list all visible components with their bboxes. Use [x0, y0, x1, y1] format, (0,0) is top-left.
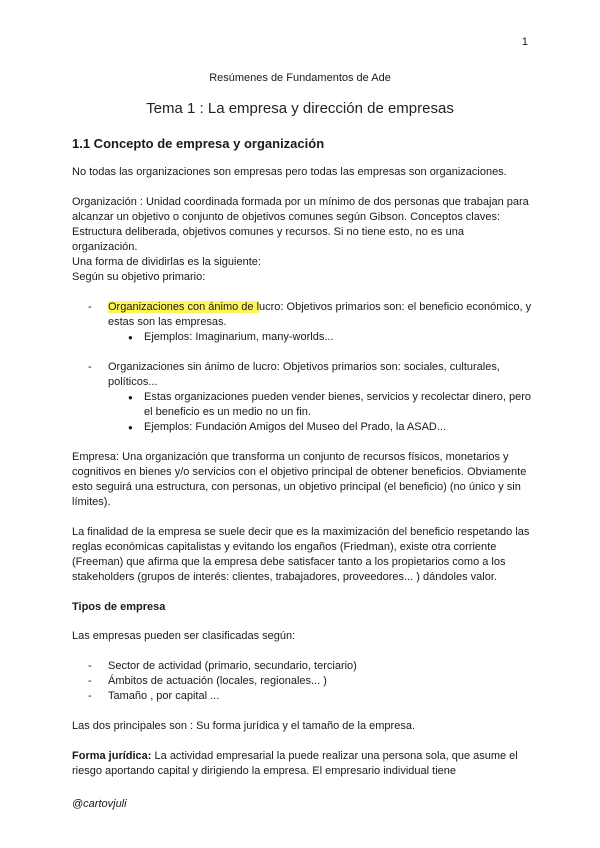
list-item: - Sector de actividad (primario, secundario, terciario): [72, 659, 532, 674]
forma-juridica-text: La actividad empresarial la puede realizar una persona sola, que asume el riesgo aportando capital y dirigiendo la empresa. El empresario individual tiene: [72, 750, 518, 777]
document-body: [72, 136, 532, 794]
list-item-text: ucro: Objetivos primarios son: el beneficio económico, y estas son las empresas.: [108, 301, 532, 328]
organizacion-definition: Organización : Unidad coordinada formada por un mínimo de dos personas que trabajan para alcanzar un objetivo o conjunto de objetivos comunes según Gibson. Conceptos claves: Estructura deliberada, objetivos comunes y recursos. Si no tiene esto, no es una organización.: [72, 196, 529, 253]
forma-juridica-label: Forma jurídica:: [72, 750, 152, 762]
forma-juridica-paragraph: [72, 749, 532, 779]
intro-paragraph: No todas las organizaciones son empresas pero todas las empresas son organizaciones.: [72, 166, 507, 178]
tipos-intro: Las empresas pueden ser clasificadas según:: [72, 630, 296, 642]
tema-title: Tema 1 : La empresa y dirección de empresas: [146, 100, 454, 117]
list-item: - Tamaño , por capital ...: [72, 689, 532, 704]
list-item: - Ámbitos de actuación (locales, regionales... ): [72, 674, 532, 689]
tipos-list: [72, 659, 532, 704]
list-item-text: Organizaciones sin ánimo de lucro: Objetivos primarios son: sociales, culturales, políticos...: [108, 361, 500, 388]
tipos-heading: Tipos de empresa: [72, 601, 166, 613]
objetivo-list: [72, 300, 532, 435]
principales-paragraph: Las dos principales son : Su forma jurídica y el tamaño de la empresa.: [72, 720, 416, 732]
document-title: Resúmenes de Fundamentos de Ade: [209, 72, 391, 84]
finalidad-paragraph: La finalidad de la empresa se suele decir que es la maximización del beneficio respetando las reglas económicas capitalistas y evitando los engaños (Friedman), existe otra corriente (Freeman) que afirma que la empresa debe satisfacer tanto a los propietarios como a los stakeholders (grupos de interés: clientes, trabajadores, proveedores... ) dándoles valor.: [72, 526, 530, 583]
sub-list: [108, 390, 532, 435]
sub-list-item: ● Ejemplos: Imaginarium, many-worlds...: [108, 330, 532, 345]
segun-line: Según su objetivo primario:: [72, 271, 206, 283]
list-item-con-animo: [72, 300, 532, 345]
sub-list-item: ● Estas organizaciones pueden vender bienes, servicios y recolectar dinero, pero el beneficio es un medio no un fin.: [108, 390, 532, 420]
footer-author: @cartovjuli: [72, 798, 127, 810]
highlighted-text: Organizaciones con ánimo de l: [108, 301, 260, 313]
sub-list-item: ● Ejemplos: Fundación Amigos del Museo del Prado, la ASAD...: [108, 420, 532, 435]
page-number: 1: [521, 36, 528, 48]
sub-list: [108, 330, 532, 345]
empresa-definition: Empresa: Una organización que transforma un conjunto de recursos físicos, monetarios y cognitivos en bienes y/o servicios con el objetivo principal de obtener beneficios. Obviamente esto seguirá una estructura, con personas, un objetivo principal (el beneficio) (no único y sin límites).: [72, 451, 527, 508]
section-heading: 1.1 Concepto de empresa y organización: [72, 136, 325, 151]
list-item-sin-animo: [72, 360, 532, 435]
dividir-line: Una forma de dividirlas es la siguiente:: [72, 256, 261, 268]
